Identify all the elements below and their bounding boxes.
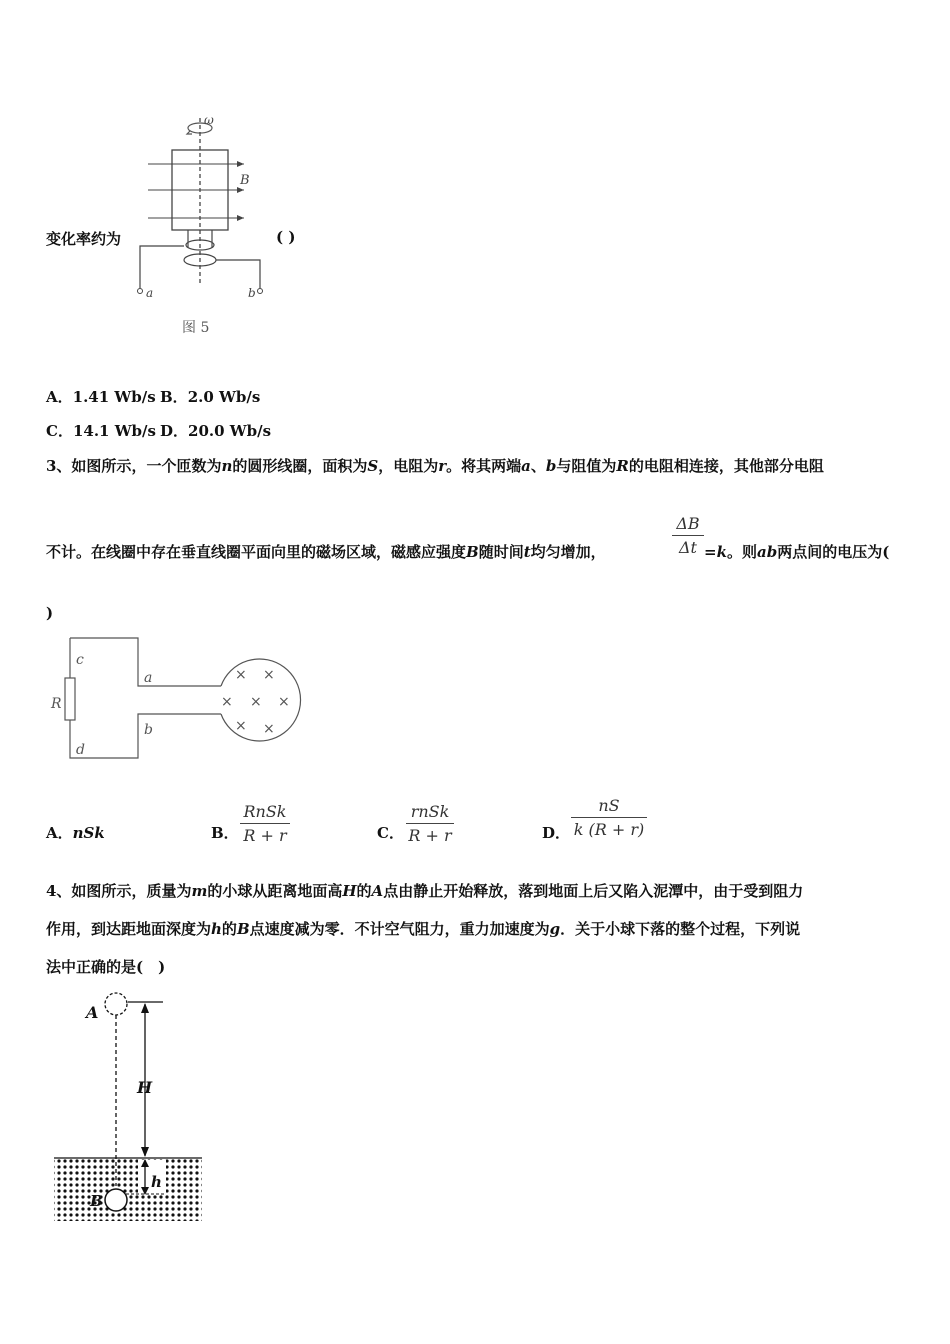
var-m: m bbox=[191, 882, 208, 900]
q2-option-a bbox=[46, 386, 156, 407]
q3-option-d-key: D． bbox=[542, 824, 571, 842]
q3-stem-line3: ) bbox=[46, 604, 54, 622]
option-key: C． bbox=[46, 422, 73, 440]
var-H: H bbox=[342, 882, 357, 900]
var-h: h bbox=[211, 920, 222, 938]
q3-stem-line1 bbox=[46, 455, 824, 476]
option-key: A． bbox=[46, 388, 73, 406]
option-key: A． bbox=[46, 824, 73, 842]
var-t: t bbox=[523, 543, 531, 561]
option-text: 2.0 Wb/s bbox=[187, 388, 261, 406]
q3-option-b-fraction bbox=[240, 802, 290, 845]
q4-stem-line2 bbox=[46, 918, 800, 939]
q4-falling-ball-figure bbox=[50, 990, 215, 1226]
text: 。将其两端 bbox=[446, 457, 522, 475]
var-B: B bbox=[236, 920, 250, 938]
text: 与阻值为 bbox=[556, 457, 617, 475]
frac-denominator: Δt bbox=[679, 538, 697, 557]
q3-option-d-fraction bbox=[571, 796, 647, 839]
label-h: h bbox=[151, 1173, 162, 1191]
field-cross-icon: × bbox=[235, 667, 247, 683]
text: 点由静止开始释放，落到地面上后又陷入泥潭中，由于受到阻力 bbox=[383, 882, 804, 900]
label-a: a bbox=[144, 670, 153, 686]
option-key: D． bbox=[160, 422, 189, 440]
var-R: R bbox=[616, 457, 629, 475]
q3-stem-line2b bbox=[704, 541, 889, 562]
field-b-label: B bbox=[240, 173, 250, 188]
text: 3、如图所示，一个匝数为 bbox=[46, 457, 222, 475]
frac-numerator: RnSk bbox=[243, 802, 287, 821]
label-b: b bbox=[144, 722, 153, 738]
var-B: B bbox=[466, 543, 479, 561]
figure-caption: 图 5 bbox=[182, 320, 210, 336]
frac-numerator: ΔB bbox=[676, 514, 700, 533]
field-cross-icon: × bbox=[221, 694, 233, 710]
var-k: k bbox=[716, 543, 727, 561]
q3-option-c-key: C． bbox=[377, 824, 404, 842]
text: 均匀增加， bbox=[530, 543, 606, 561]
text: 作用，到达距地面深度为 bbox=[46, 920, 212, 938]
text: 的电阻相连接，其他部分电阻 bbox=[628, 457, 824, 475]
q3-fraction-dB-dt bbox=[672, 514, 704, 557]
label-B: B bbox=[90, 1192, 103, 1210]
terminal-b-label: b bbox=[248, 286, 256, 300]
field-cross-icon: × bbox=[263, 721, 275, 737]
q3-circuit-figure bbox=[46, 632, 311, 767]
q4-stem-line3: 法中正确的是( ) bbox=[46, 958, 166, 976]
option-text: 14.1 Wb/s bbox=[72, 422, 156, 440]
q2-rotating-coil-figure bbox=[130, 112, 280, 342]
frac-denominator: R + r bbox=[408, 826, 452, 845]
frac-numerator: rnSk bbox=[410, 802, 450, 821]
omega-label: ω bbox=[204, 113, 214, 127]
text: = bbox=[704, 543, 717, 561]
option-key: B． bbox=[160, 388, 188, 406]
field-cross-icon: × bbox=[250, 694, 262, 710]
frac-denominator: k (R + r) bbox=[573, 820, 645, 839]
q2-answer-paren: ( ) bbox=[276, 228, 296, 246]
var-A: A bbox=[371, 882, 384, 900]
var-g: g bbox=[549, 920, 561, 938]
text: 的圆形线圈，面积为 bbox=[232, 457, 368, 475]
option-text: 1.41 Wb/s bbox=[72, 388, 156, 406]
text: ．关于小球下落的整个过程，下列说 bbox=[560, 920, 801, 938]
text: 的 bbox=[356, 882, 372, 900]
var-b: b bbox=[545, 457, 557, 475]
label-H: H bbox=[137, 1078, 153, 1097]
text: 不计。在线圈中存在垂直线圈平面向里的磁场区域，磁感应强度 bbox=[46, 543, 467, 561]
var-s: S bbox=[367, 457, 379, 475]
text: 4、如图所示，质量为 bbox=[46, 882, 192, 900]
q2-option-c bbox=[46, 420, 156, 441]
var-n: n bbox=[221, 457, 233, 475]
label-d: d bbox=[76, 742, 85, 758]
field-cross-icon: × bbox=[235, 718, 247, 734]
option-text: nSk bbox=[72, 824, 105, 842]
var-a: a bbox=[521, 457, 531, 475]
var-ab: ab bbox=[757, 543, 778, 561]
q3-stem-line2a bbox=[46, 541, 606, 562]
field-cross-icon: × bbox=[263, 667, 275, 683]
q4-stem-line1 bbox=[46, 880, 803, 901]
text: 两点间的电压为( bbox=[777, 543, 890, 561]
frac-denominator: R + r bbox=[243, 826, 287, 845]
var-r: r bbox=[438, 457, 447, 475]
option-text: 20.0 Wb/s bbox=[188, 422, 272, 440]
frac-numerator: nS bbox=[598, 796, 620, 815]
text: 点速度减为零．不计空气阻力，重力加速度为 bbox=[249, 920, 550, 938]
terminal-a-label: a bbox=[146, 286, 154, 300]
q3-option-c-fraction bbox=[406, 802, 454, 845]
text: 。则 bbox=[726, 543, 757, 561]
q2-option-d bbox=[160, 420, 271, 441]
q2-option-b bbox=[160, 386, 260, 407]
text: 随时间 bbox=[478, 543, 524, 561]
text: 的小球从距离地面高 bbox=[207, 882, 343, 900]
q3-option-b-key: B． bbox=[211, 824, 239, 842]
label-c: c bbox=[76, 652, 84, 668]
label-R: R bbox=[51, 696, 62, 712]
label-A: A bbox=[86, 1003, 99, 1022]
q2-stem-label: 变化率约为 bbox=[46, 230, 122, 248]
q3-option-a bbox=[46, 822, 105, 843]
text: ，电阻为 bbox=[378, 457, 439, 475]
field-cross-icon: × bbox=[278, 694, 290, 710]
text: 的 bbox=[221, 920, 237, 938]
text: 、 bbox=[530, 457, 546, 475]
